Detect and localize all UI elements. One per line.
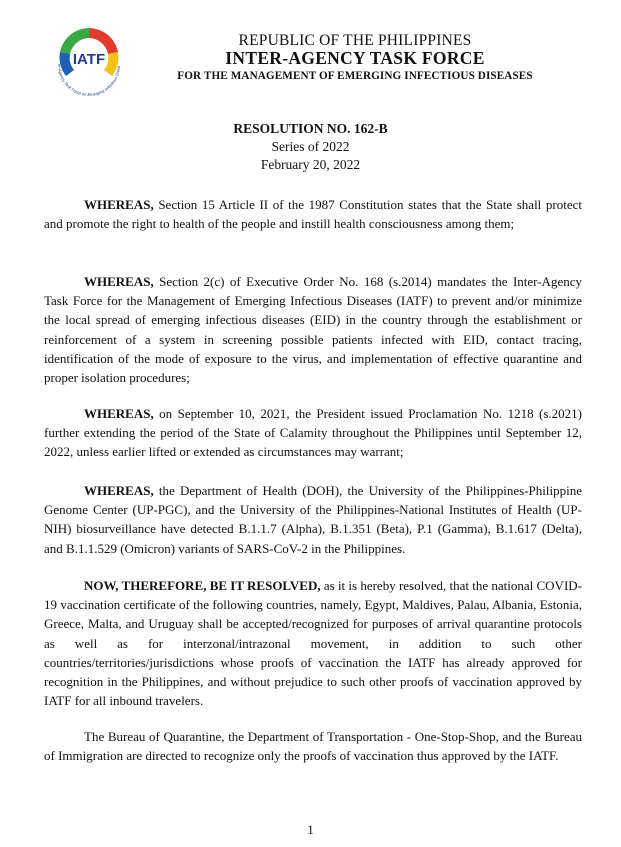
- resolution-series: Series of 2022: [271, 139, 350, 154]
- paragraph-lead: WHEREAS,: [84, 274, 154, 289]
- paragraph-lead: WHEREAS,: [84, 406, 154, 421]
- whereas-paragraph-3: [44, 404, 582, 462]
- whereas-paragraph-2: [44, 272, 582, 387]
- agency-heading: INTER-AGENCY TASK FORCE: [225, 48, 485, 68]
- agency-subtitle: FOR THE MANAGEMENT OF EMERGING INFECTIOUS DISEASES: [177, 70, 533, 82]
- resolution-number: RESOLUTION NO. 162-B: [233, 121, 388, 136]
- paragraph-lead: NOW, THEREFORE, BE IT RESOLVED,: [84, 578, 321, 593]
- paragraph-text: on September 10, 2021, the President issued Proclamation No. 1218 (s.2021) further extending the period of the State of Calamity throughout the Philippines until September 12, 2022, unless earlier lifted or extended as circumstances may warrant;: [44, 406, 582, 460]
- resolved-paragraph: [44, 576, 582, 710]
- paragraph-text: The Bureau of Quarantine, the Department of Transportation - One-Stop-Shop, and the Bureau of Immigration are directed to recognize only the proofs of vaccination thus approved by the IATF.: [44, 729, 582, 764]
- directive-paragraph: [44, 727, 582, 765]
- letterhead: [140, 32, 570, 84]
- paragraph-lead: WHEREAS,: [84, 197, 154, 212]
- paragraph-text: Section 2(c) of Executive Order No. 168 (s.2014) mandates the Inter-Agency Task Force for the Management of Emerging Infectious Diseases (IATF) to prevent and/or minimize the local spread of emerging infectious diseases (EID) in the country through the establishment or reinforcement of a system in screening possible patients infected with EID, contact tracing, identification of the mode of exposure to the virus, and implementation of effective quarantine and proper isolation procedures;: [44, 274, 582, 386]
- paragraph-lead: WHEREAS,: [84, 483, 154, 498]
- paragraph-text: as it is hereby resolved, that the national COVID-19 vaccination certificate of the following countries, namely, Egypt, Maldives, Palau, Albania, Estonia, Greece, Malta, and Uruguay shall be accepted/recognized for purposes of arrival quarantine protocols as well as for interzonal/intrazonal movement, in addition to such other countries/territories/jurisdictions whose proofs of vaccination the IATF has already approved for recognition in the Philippines, and without prejudice to such other proofs of vaccination approved by IATF for all inbound travelers.: [44, 578, 582, 709]
- whereas-paragraph-4: [44, 481, 582, 558]
- republic-heading: REPUBLIC OF THE PHILIPPINES: [238, 32, 472, 49]
- whereas-paragraph-1: [44, 195, 582, 233]
- page-number: 1: [307, 822, 314, 837]
- iatf-logo: [44, 18, 134, 108]
- paragraph-text: the Department of Health (DOH), the University of the Philippines-Philippine Genome Center (UP-PGC), and the University of the Philippines-National Institutes of Health (UP-NIH) biosurveillance have detected B.1.1.7 (Alpha), B.1.351 (Beta), P.1 (Gamma), B.1.617 (Delta), and B.1.1.529 (Omicron) variants of SARS-CoV-2 in the Philippines.: [44, 483, 582, 556]
- logo-ring-text: er-Agency Task Force on Emerging Infectious Disea: [56, 64, 122, 98]
- resolution-date: February 20, 2022: [260, 157, 361, 172]
- paragraph-text: Section 15 Article II of the 1987 Constitution states that the State shall protect and promote the right to health of the people and instill health consciousness among them;: [44, 197, 582, 232]
- logo-text: IATF: [72, 51, 106, 68]
